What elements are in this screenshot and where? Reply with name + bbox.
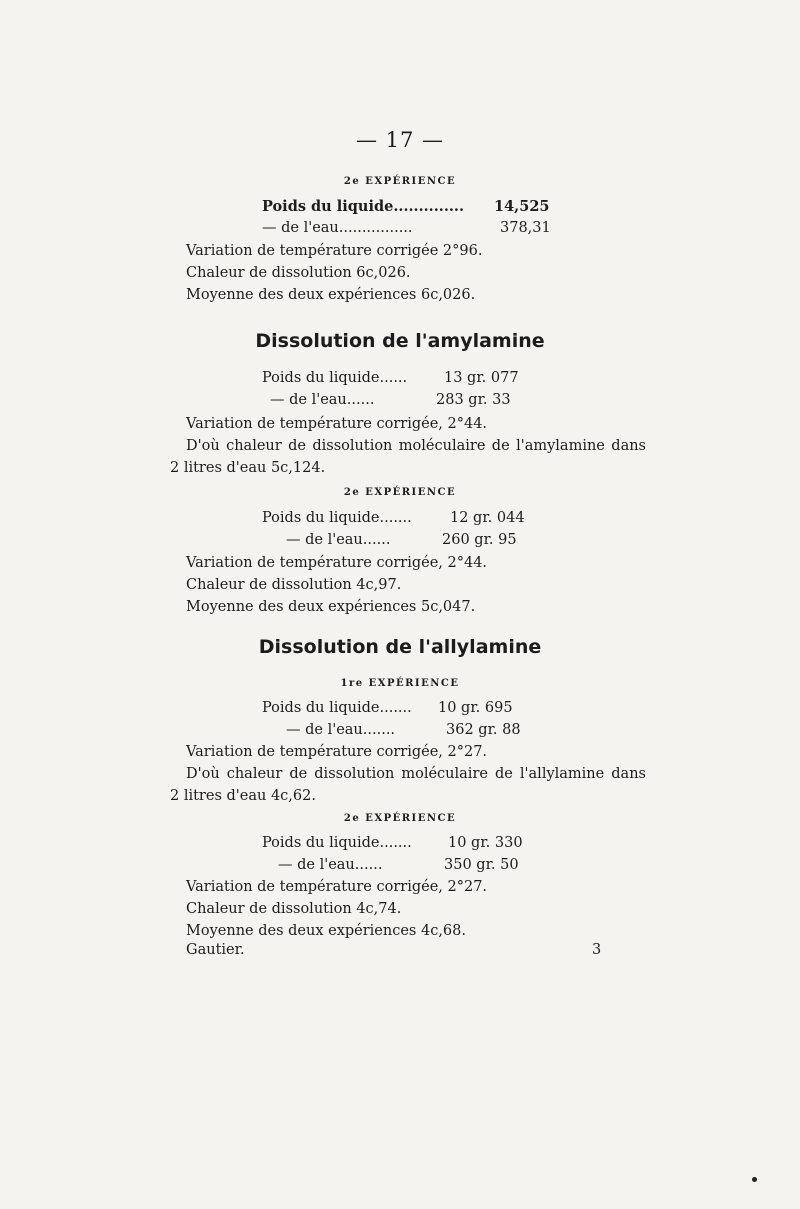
row-value: 362 gr. 88 — [446, 722, 521, 738]
row-label: — de l'eau................ — [262, 220, 413, 236]
row-value: 14,525 — [494, 198, 550, 215]
row-value: 10 gr. 695 — [438, 700, 513, 716]
text-line: Chaleur de dissolution 4c,74. — [186, 901, 402, 917]
text-line: D'où chaleur de dissolution moléculaire de l'allylamine dans — [186, 766, 646, 782]
text-line: Chaleur de dissolution 6c,026. — [186, 265, 411, 281]
row-label: Poids du liquide....... — [262, 700, 412, 716]
row-label: Poids du liquide....... — [262, 835, 412, 851]
row-label: — de l'eau...... — [286, 532, 391, 548]
text-line: 2 litres d'eau 5c,124. — [170, 460, 326, 476]
row-value: 12 gr. 044 — [450, 510, 525, 526]
section-title: Dissolution de l'allylamine — [258, 636, 542, 658]
row-label: Poids du liquide.............. — [262, 198, 465, 215]
row-value: 260 gr. 95 — [442, 532, 517, 548]
row-label: — de l'eau....... — [286, 722, 396, 738]
text-line: Chaleur de dissolution 4c,97. — [186, 577, 402, 593]
row-label: Poids du liquide...... — [262, 370, 408, 386]
text-line: Moyenne des deux expériences 5c,047. — [186, 599, 476, 615]
text-line: Moyenne des deux expériences 6c,026. — [186, 287, 476, 303]
text-line: Variation de température corrigée, 2°27. — [186, 744, 488, 760]
experience-heading: 2e EXPÉRIENCE — [343, 487, 457, 498]
experience-heading: 2e EXPÉRIENCE — [343, 813, 457, 824]
text-line: Moyenne des deux expériences 4c,68. — [186, 923, 466, 939]
text-line: Variation de température corrigée, 2°27. — [186, 879, 488, 895]
text-line: Variation de température corrigée 2°96. — [186, 243, 483, 259]
experience-heading: 1re EXPÉRIENCE — [340, 678, 460, 689]
row-value: 378,31 — [500, 220, 551, 236]
row-value: 350 gr. 50 — [444, 857, 519, 873]
text-line: Variation de température corrigée, 2°44. — [186, 555, 488, 571]
text-line: D'où chaleur de dissolution moléculaire de l'amylamine dans — [186, 438, 646, 454]
page-number: — 17 — — [355, 128, 445, 152]
ink-speck — [752, 1177, 757, 1182]
row-label: — de l'eau...... — [278, 857, 383, 873]
signature-mark: 3 — [592, 942, 602, 958]
row-value: 283 gr. 33 — [436, 392, 511, 408]
text-line: Variation de température corrigée, 2°44. — [186, 416, 488, 432]
row-value: 10 gr. 330 — [448, 835, 523, 851]
row-value: 13 gr. 077 — [444, 370, 519, 386]
row-label: — de l'eau...... — [270, 392, 375, 408]
author-signature: Gautier. — [186, 942, 245, 958]
section-title: Dissolution de l'amylamine — [255, 330, 545, 352]
row-label: Poids du liquide....... — [262, 510, 412, 526]
experience-heading: 2e EXPÉRIENCE — [343, 176, 457, 187]
text-line: 2 litres d'eau 4c,62. — [170, 788, 316, 804]
